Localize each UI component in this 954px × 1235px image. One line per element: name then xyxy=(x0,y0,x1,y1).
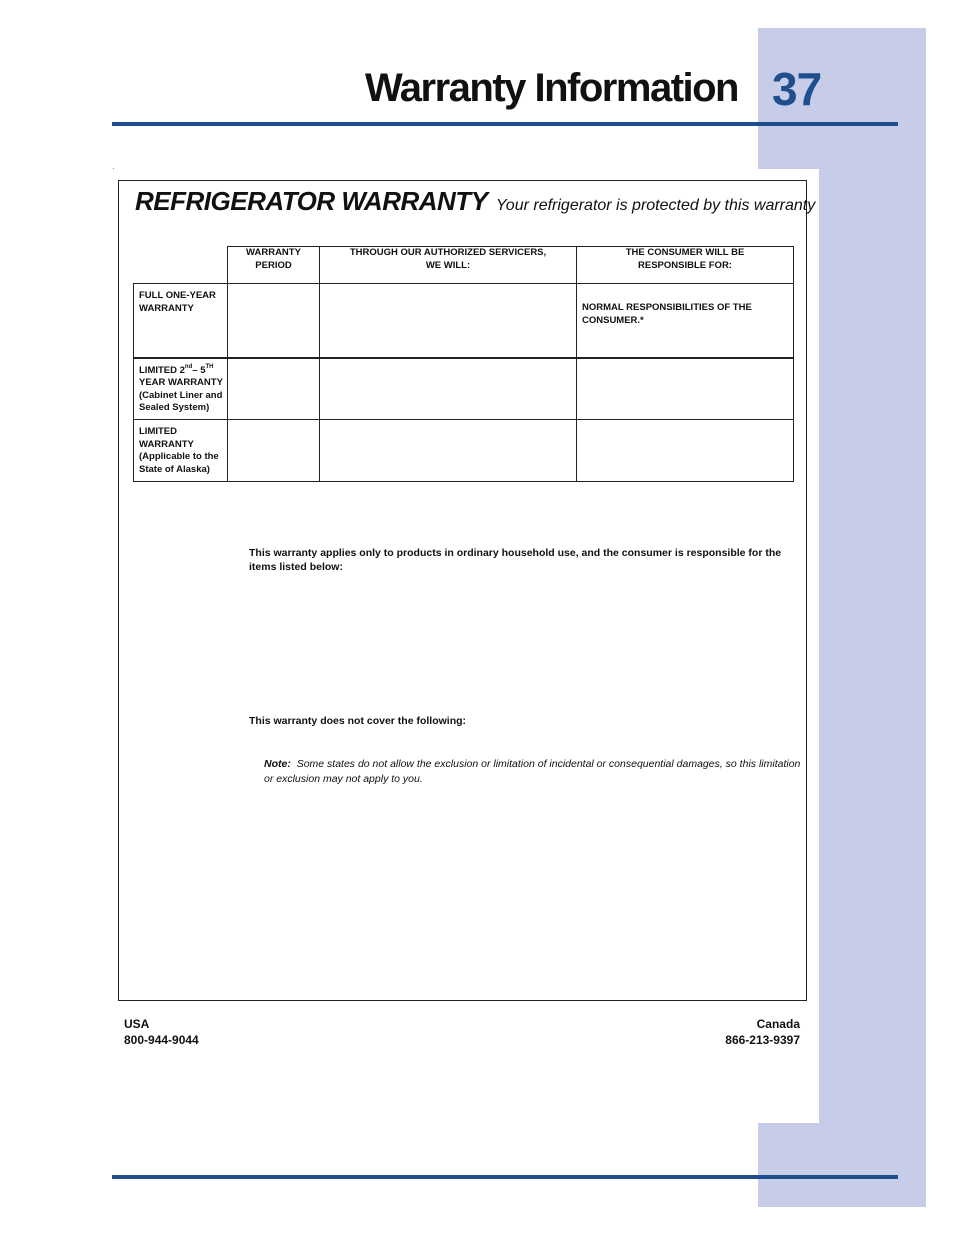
cell-we-will xyxy=(320,358,577,420)
row-label-full-one-year: FULL ONE-YEAR WARRANTY xyxy=(134,284,228,358)
page-number: 37 xyxy=(772,63,822,115)
cell-period xyxy=(228,358,320,420)
contact-usa xyxy=(124,1016,199,1048)
header-consumer-responsible: THE CONSUMER WILL BE RESPONSIBLE FOR: xyxy=(577,247,794,284)
header-divider xyxy=(112,122,898,126)
warranty-title: REFRIGERATOR WARRANTY xyxy=(135,186,488,216)
warranty-table-header xyxy=(134,247,794,284)
note-text: Some states do not allow the exclusion or limitation of incidental or consequential damages, so this limitation or exclusion may not apply to you. xyxy=(264,758,801,785)
cell-consumer: NORMAL RESPONSIBILITIES OF THE CONSUMER.* xyxy=(577,284,794,358)
table-row xyxy=(134,420,794,482)
cell-we-will xyxy=(320,284,577,358)
cell-consumer xyxy=(577,358,794,420)
scan-mark xyxy=(113,168,114,169)
contact-usa-label: USA xyxy=(124,1017,150,1031)
cell-period xyxy=(228,420,320,482)
row-label-limited-2nd-5th: LIMITED 2nd– 5TH YEAR WARRANTY (Cabinet Liner and Sealed System) xyxy=(134,358,228,420)
note-paragraph xyxy=(264,757,805,787)
warranty-table xyxy=(133,246,794,482)
warranty-heading xyxy=(135,186,815,217)
footer-divider xyxy=(112,1175,898,1179)
contact-canada xyxy=(725,1016,800,1048)
page-tab-side xyxy=(819,169,926,1123)
contact-canada-phone: 866-213-9397 xyxy=(725,1033,800,1047)
warranty-subtitle: Your refrigerator is protected by this warranty xyxy=(496,197,816,214)
applies-paragraph: This warranty applies only to products in ordinary household use, and the consumer is responsible for the items listed below: xyxy=(249,547,782,573)
table-row xyxy=(134,358,794,420)
header-cell-empty xyxy=(134,247,228,284)
page-tab-bottom xyxy=(758,1123,926,1207)
contact-usa-phone: 800-944-9044 xyxy=(124,1033,199,1047)
row-label-limited-alaska: LIMITED WARRANTY (Applicable to the State of Alaska) xyxy=(134,420,228,482)
page-title: Warranty Information xyxy=(365,66,738,110)
cell-period xyxy=(228,284,320,358)
not-cover-paragraph: This warranty does not cover the following: xyxy=(249,715,467,727)
contact-canada-label: Canada xyxy=(756,1017,800,1031)
note-label: Note: xyxy=(264,758,291,770)
table-row xyxy=(134,284,794,358)
cell-we-will xyxy=(320,420,577,482)
header-warranty-period: WARRANTY PERIOD xyxy=(228,247,320,284)
cell-consumer xyxy=(577,420,794,482)
header-we-will: THROUGH OUR AUTHORIZED SERVICERS, WE WILL: xyxy=(320,247,577,284)
